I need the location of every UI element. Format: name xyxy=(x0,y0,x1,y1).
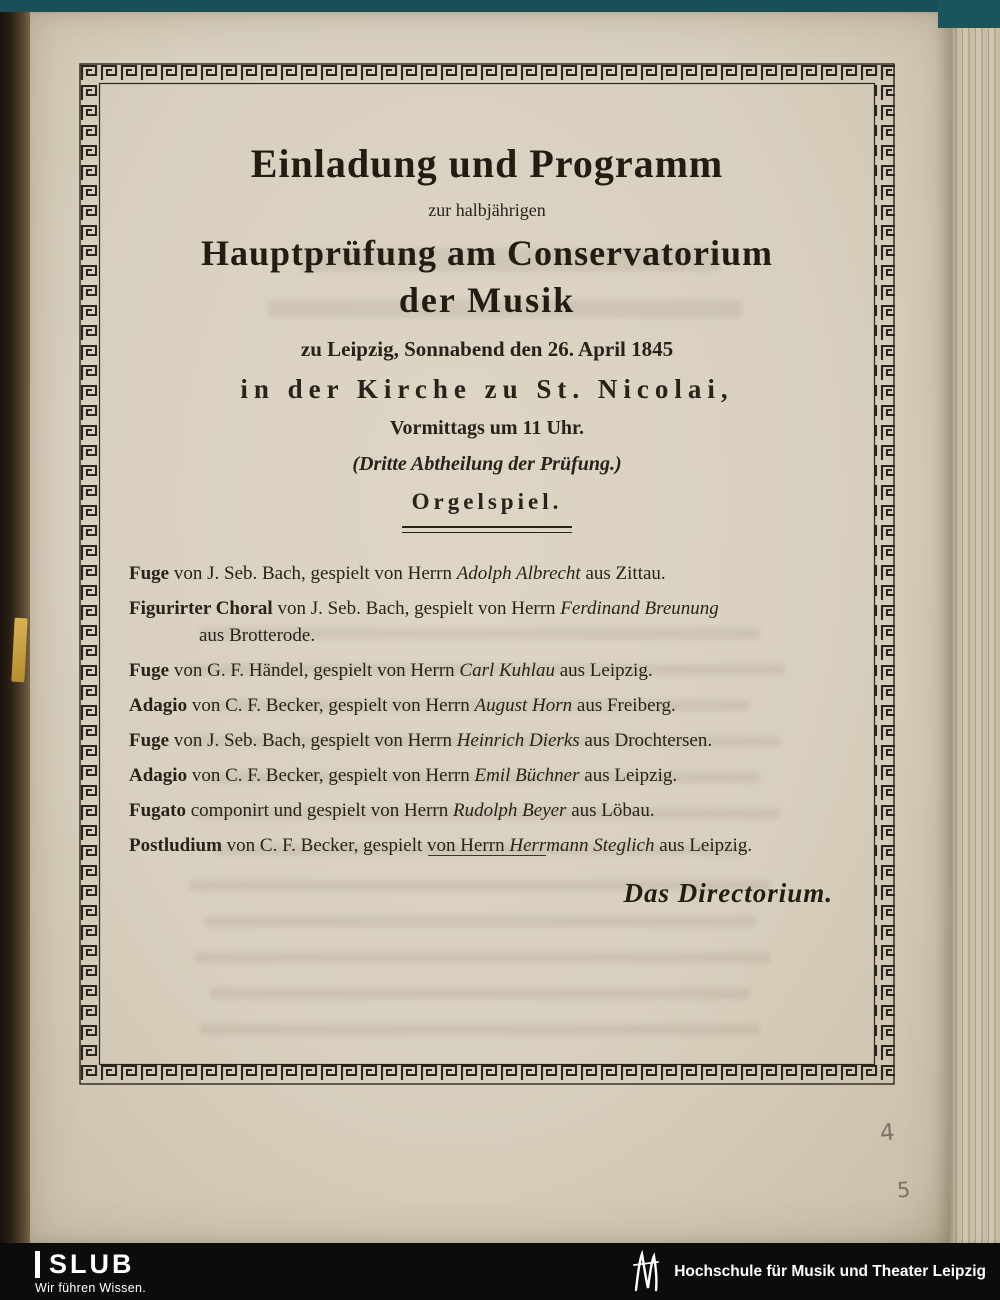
signature-rule xyxy=(428,855,546,856)
piece-title: Figurirter Choral xyxy=(129,598,273,619)
performer-name: Rudolph Beyer xyxy=(453,800,567,821)
program-item xyxy=(129,797,841,824)
document-subtitle: zur halbjährigen xyxy=(428,200,546,220)
program-item xyxy=(129,762,841,789)
pencil-annotation: 5 xyxy=(896,1177,911,1203)
performer-origin: aus Leipzig. xyxy=(554,660,653,681)
piece-title: Adagio xyxy=(129,765,188,786)
performer-name: Heinrich Dierks xyxy=(456,730,580,751)
slub-logo-bar xyxy=(35,1251,40,1278)
piece-detail: von C. F. Becker, gespielt von Herrn xyxy=(221,835,510,856)
piece-detail: von J. Seb. Bach, gespielt von Herrn xyxy=(169,730,457,751)
piece-title: Fugato xyxy=(129,800,186,821)
document-title-line3: der Musik xyxy=(398,280,576,320)
performer-origin: aus Leipzig. xyxy=(579,765,678,786)
piece-detail: von C. F. Becker, gespielt von Herrn xyxy=(187,695,475,716)
program-item xyxy=(129,692,841,719)
partner-name: Hochschule für Musik und Theater Leipzig xyxy=(674,1262,986,1280)
piece-detail: von G. F. Händel, gespielt von Herrn xyxy=(169,660,460,681)
piece-title: Adagio xyxy=(129,695,188,716)
performer-name: Emil Büchner xyxy=(474,765,580,786)
piece-detail: von C. F. Becker, gespielt von Herrn xyxy=(187,765,475,786)
scan-background-corner xyxy=(938,0,1000,28)
slub-tagline: Wir führen Wissen. xyxy=(35,1281,146,1295)
performer-name: August Horn xyxy=(474,695,573,716)
document-dateline: zu Leipzig, Sonnabend den 26. April 1845 xyxy=(300,337,674,361)
performer-name: Adolph Albrecht xyxy=(456,563,581,584)
performer-origin: aus Löbau. xyxy=(566,800,655,821)
page-edges xyxy=(950,12,1000,1245)
document-title-line2: Hauptprüfung am Conservatorium xyxy=(200,233,774,273)
performer-name: Carl Kuhlau xyxy=(459,660,555,681)
program-list xyxy=(129,560,841,867)
partner-branding xyxy=(630,1243,986,1300)
slub-logo xyxy=(35,1251,146,1295)
performer-origin: aus Freiberg. xyxy=(572,695,676,716)
performer-origin: aus Leipzig. xyxy=(654,835,753,856)
document-section: (Dritte Abtheilung der Prüfung.) xyxy=(352,453,622,475)
performer-origin-continued: aus Brotterode. xyxy=(199,625,316,646)
performer-origin: aus Zittau. xyxy=(580,563,666,584)
slub-logo-text: SLUB xyxy=(49,1249,135,1279)
document-time: Vormittags um 11 Uhr. xyxy=(389,417,585,439)
piece-detail: von J. Seb. Bach, gespielt von Herrn xyxy=(169,563,457,584)
piece-title: Fuge xyxy=(129,660,170,681)
document-location: in der Kirche zu St. Nicolai, xyxy=(240,374,734,404)
document-content xyxy=(99,63,875,1085)
piece-detail: componirt und gespielt von Herrn xyxy=(186,800,454,821)
document-title: Einladung und Programm xyxy=(250,141,724,186)
piece-title: Fuge xyxy=(129,563,170,584)
scan-background-strip xyxy=(0,0,1000,12)
piece-title: Postludium xyxy=(129,835,222,856)
double-rule xyxy=(402,526,572,533)
performer-name: Herrmann Steglich xyxy=(509,835,655,856)
document-category: Orgelspiel. xyxy=(411,489,563,514)
performer-name: Ferdinand Breunung xyxy=(560,598,719,619)
piece-detail: von J. Seb. Bach, gespielt von Herrn xyxy=(272,598,561,619)
hmt-leipzig-logo-icon xyxy=(630,1250,662,1294)
program-item xyxy=(129,560,841,587)
library-footer-bar xyxy=(0,1243,1000,1300)
program-item xyxy=(129,727,841,754)
pencil-annotation: 4 xyxy=(878,1119,896,1147)
signature: Das Directorium. xyxy=(623,878,833,908)
performer-origin: aus Drochtersen. xyxy=(579,730,713,751)
program-item xyxy=(129,595,841,649)
piece-title: Fuge xyxy=(129,730,170,751)
program-item xyxy=(129,657,841,684)
